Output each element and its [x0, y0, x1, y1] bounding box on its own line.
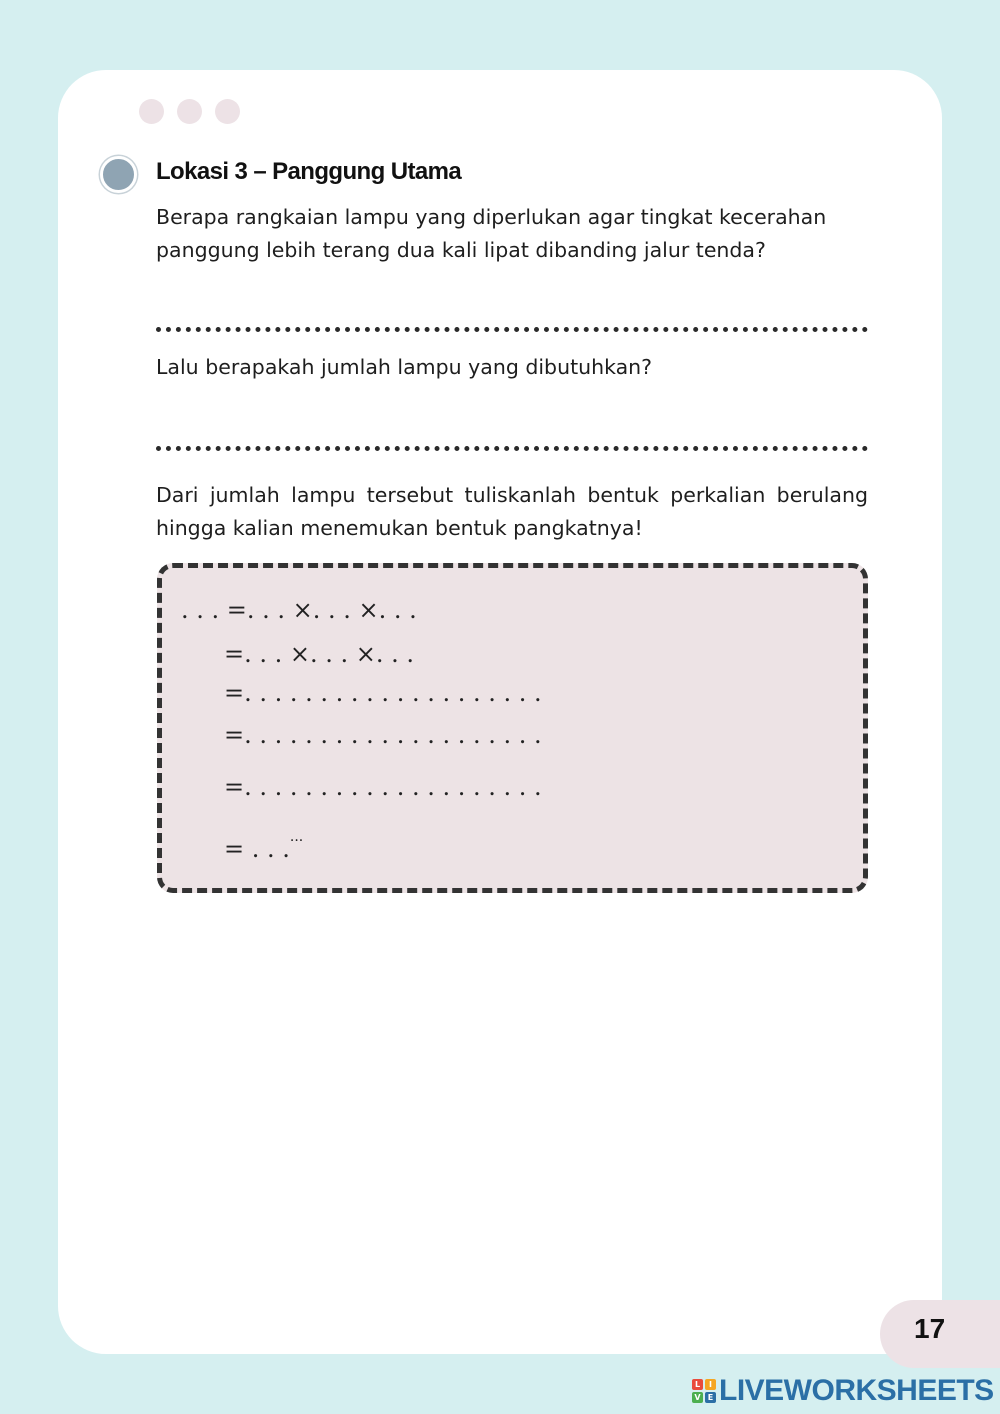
- mark-letter: E: [705, 1392, 716, 1403]
- mark-letter: I: [705, 1379, 716, 1390]
- dot-1: [139, 99, 164, 124]
- work-box[interactable]: [157, 563, 868, 893]
- window-dots: [139, 99, 240, 124]
- work-line-1[interactable]: . . . =. . . ×. . . ×. . .: [181, 596, 417, 624]
- question-2: Lalu berapakah jumlah lampu yang dibutuhkan?: [156, 355, 653, 379]
- location-bullet-icon: [100, 156, 137, 193]
- work-line-5[interactable]: =. . . . . . . . . . . . . . . . . . . .: [224, 773, 542, 801]
- mark-letter: V: [692, 1392, 703, 1403]
- work-line-3[interactable]: =. . . . . . . . . . . . . . . . . . . .: [224, 679, 542, 707]
- liveworksheets-mark-icon: [692, 1379, 716, 1403]
- section-heading: Lokasi 3 – Panggung Utama: [156, 158, 462, 185]
- answer-line-1[interactable]: [156, 327, 868, 332]
- answer-line-2[interactable]: [156, 446, 868, 451]
- power-exponent: ···: [289, 833, 304, 849]
- question-1: Berapa rangkaian lampu yang diperlukan agar tingkat kecerahan panggung lebih terang dua kali lipat dibanding jalur tenda?: [156, 205, 827, 262]
- dot-3: [215, 99, 240, 124]
- dot-2: [177, 99, 202, 124]
- power-line[interactable]: [224, 833, 303, 863]
- power-base: = . . .: [224, 835, 290, 863]
- page-number: 17: [914, 1313, 946, 1344]
- work-line-2[interactable]: =. . . ×. . . ×. . .: [224, 640, 415, 668]
- liveworksheets-brand: LIVEWORKSHEETS: [719, 1374, 994, 1407]
- work-line-4[interactable]: =. . . . . . . . . . . . . . . . . . . .: [224, 721, 542, 749]
- mark-letter: L: [692, 1379, 703, 1390]
- question-3: Dari jumlah lampu tersebut tuliskanlah bentuk perkalian berulang hingga kalian menemukan bentuk pangkatnya!: [156, 483, 868, 540]
- liveworksheets-logo: [692, 1374, 994, 1408]
